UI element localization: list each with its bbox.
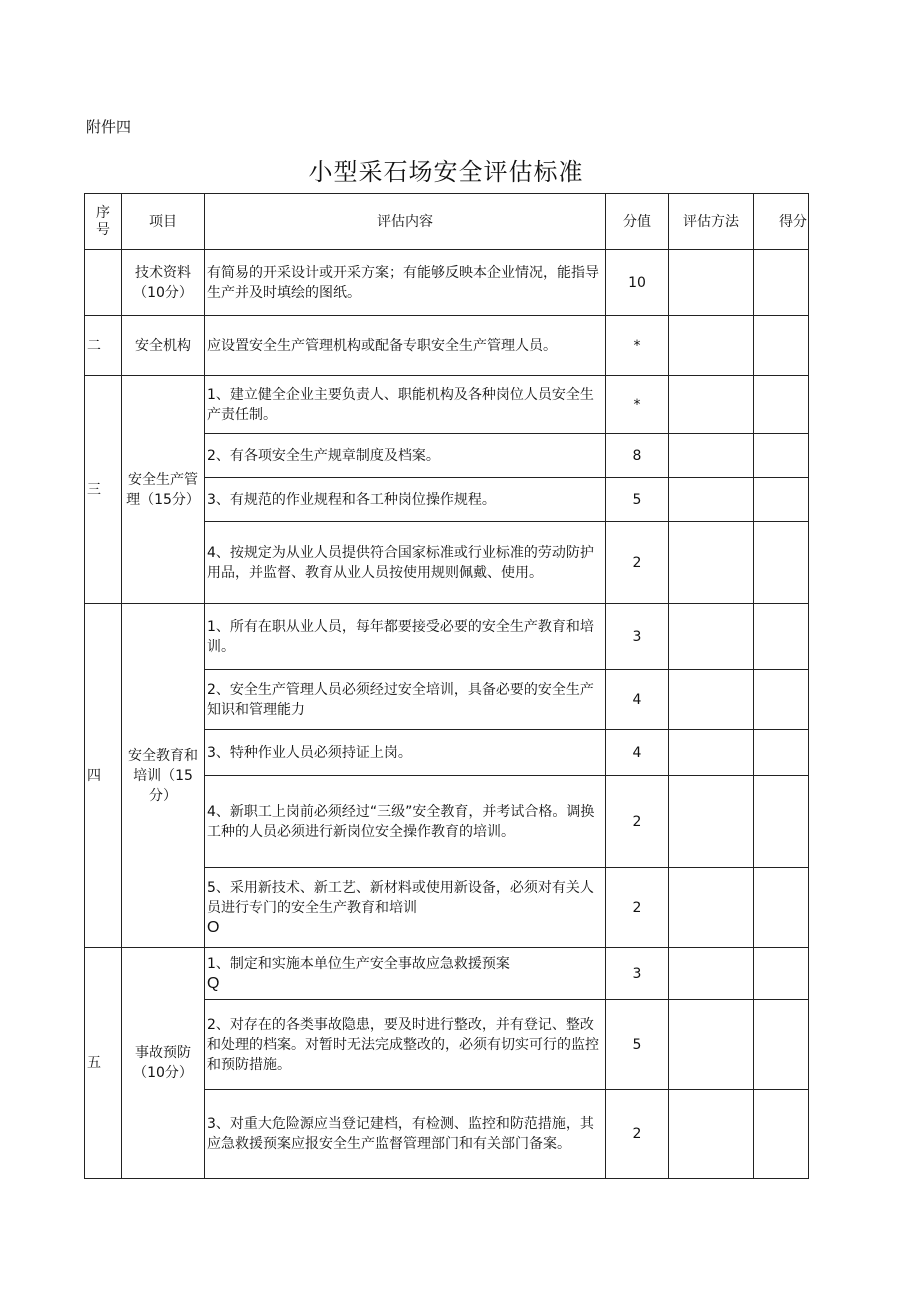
method-cell [669,670,754,730]
method-cell [669,522,754,604]
score-cell: 2 [606,868,669,948]
section-seq: 五 [85,948,122,1179]
content-cell: 3、对重大危险源应当登记建档，有检测、监控和防范措施，其应急救援预案应报安全生产监督管理部门和有关部门备案。 [205,1090,606,1179]
result-cell [754,376,809,434]
result-cell [754,1000,809,1090]
method-cell [669,1090,754,1179]
attachment-label: 附件四 [86,118,132,136]
content-mark: Q [207,974,220,992]
section-item: 事故预防（10分） [122,948,205,1179]
score-cell: 3 [606,604,669,670]
method-cell [669,376,754,434]
table-row [85,604,809,670]
score-cell: 3 [606,948,669,1000]
result-cell [754,434,809,478]
content-cell: 1、建立健全企业主要负责人、职能机构及各种岗位人员安全生产责任制。 [205,376,606,434]
score-cell: 2 [606,1090,669,1179]
section-item: 安全教育和培训（15分） [122,604,205,948]
document-title: 小型采石场安全评估标准 [308,158,584,186]
score-cell: * [606,376,669,434]
assessment-table [84,193,809,1179]
method-cell [669,948,754,1000]
score-cell: 4 [606,730,669,776]
score-cell: 2 [606,522,669,604]
method-cell [669,250,754,316]
content-cell: 应设置安全生产管理机构或配备专职安全生产管理人员。 [205,316,606,376]
header-row [85,194,809,250]
section-seq [85,250,122,316]
score-cell: * [606,316,669,376]
method-cell [669,604,754,670]
result-cell [754,316,809,376]
result-cell [754,868,809,948]
result-cell [754,776,809,868]
content-cell: 3、有规范的作业规程和各工种岗位操作规程。 [205,478,606,522]
table-row [85,948,809,1000]
method-cell [669,434,754,478]
section-item: 技术资料（10分） [122,250,205,316]
score-cell: 5 [606,1000,669,1090]
result-cell [754,478,809,522]
method-cell [669,730,754,776]
content-cell: 5、采用新技术、新工艺、新材料或使用新设备，必须对有关人员进行专门的安全生产教育和培训 O [205,868,606,948]
content-cell: 3、特种作业人员必须持证上岗。 [205,730,606,776]
result-cell [754,670,809,730]
method-cell [669,776,754,868]
header-content: 评估内容 [205,194,606,250]
header-seq: 序 号 [85,194,122,250]
result-cell [754,1090,809,1179]
result-cell [754,250,809,316]
method-cell [669,478,754,522]
content-cell: 2、有各项安全生产规章制度及档案。 [205,434,606,478]
content-cell: 有简易的开采设计或开采方案；有能够反映本企业情况，能指导生产并及时填绘的图纸。 [205,250,606,316]
score-cell: 8 [606,434,669,478]
result-cell [754,730,809,776]
method-cell [669,316,754,376]
section-seq: 三 [85,376,122,604]
score-cell: 5 [606,478,669,522]
content-cell: 4、新职工上岗前必须经过“三级”安全教育，并考试合格。调换工种的人员必须进行新岗位安全操作教育的培训。 [205,776,606,868]
header-score: 分值 [606,194,669,250]
table-row [85,376,809,434]
result-cell [754,604,809,670]
score-cell: 2 [606,776,669,868]
content-cell: 2、安全生产管理人员必须经过安全培训，具备必要的安全生产知识和管理能力 [205,670,606,730]
header-method: 评估方法 [669,194,754,250]
section-item: 安全机构 [122,316,205,376]
content-cell: 1、所有在职从业人员，每年都要接受必要的安全生产教育和培训。 [205,604,606,670]
content-cell: 1、制定和实施本单位生产安全事故应急救援预案 Q [205,948,606,1000]
section-item: 安全生产管理（15分） [122,376,205,604]
content-mark: O [207,918,220,936]
method-cell [669,868,754,948]
header-item: 项目 [122,194,205,250]
result-cell [754,948,809,1000]
score-cell: 4 [606,670,669,730]
content-cell: 2、对存在的各类事故隐患，要及时进行整改，并有登记、整改和处理的档案。对暂时无法完成整改的，必须有切实可行的监控和预防措施。 [205,1000,606,1090]
result-cell [754,522,809,604]
score-cell: 10 [606,250,669,316]
method-cell [669,1000,754,1090]
table-row [85,250,809,316]
content-cell: 4、按规定为从业人员提供符合国家标准或行业标准的劳动防护用品，并监督、教育从业人员按使用规则佩戴、使用。 [205,522,606,604]
header-result: 得分 [754,194,809,250]
table-row [85,316,809,376]
section-seq: 四 [85,604,122,948]
section-seq: 二 [85,316,122,376]
